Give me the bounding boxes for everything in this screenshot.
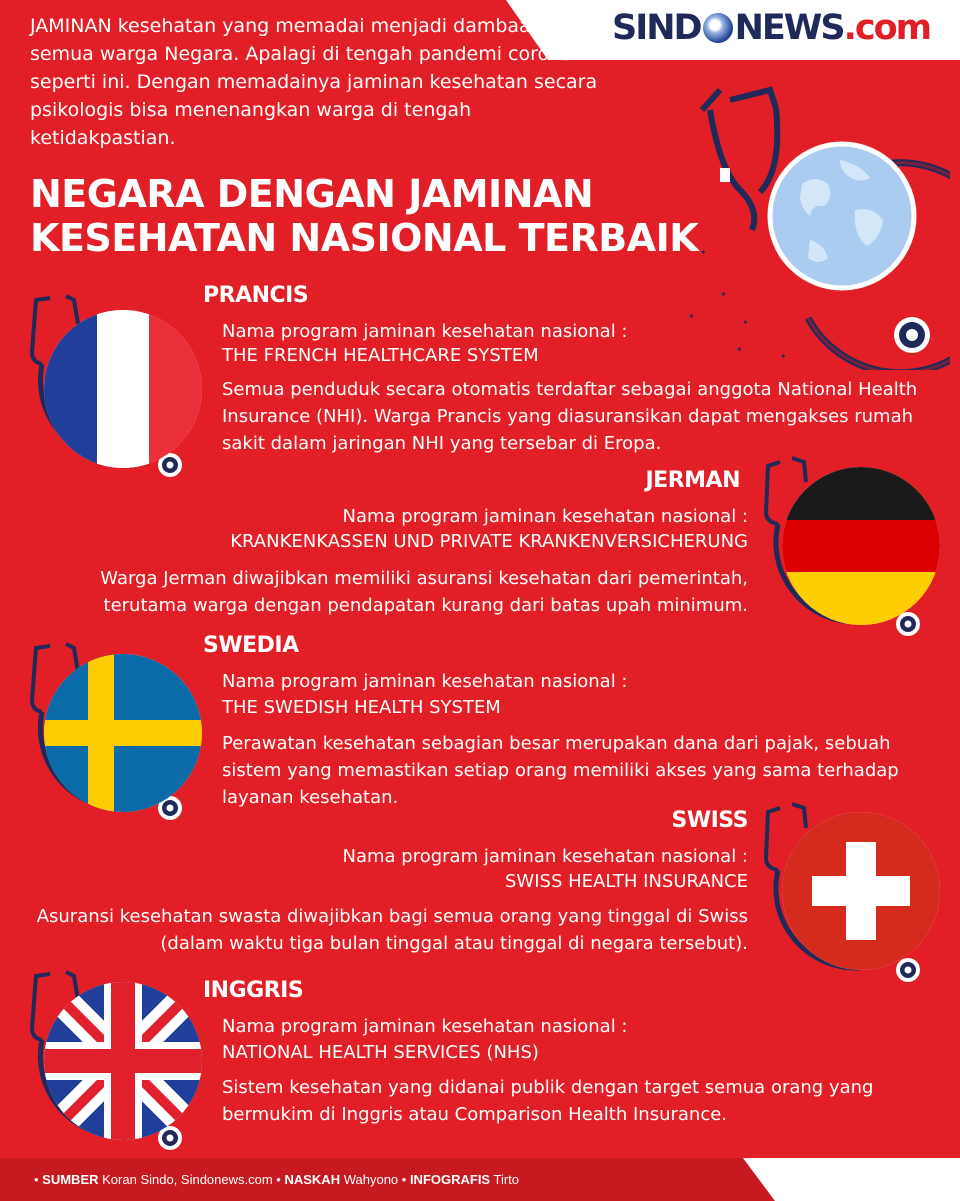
globe-icon [690,80,950,370]
program-name-jerman: KRANKENKASSEN UND PRIVATE KRANKENVERSICHERUNG [230,531,748,552]
credits-footer: • SUMBER Koran Sindo, Sindonews.com • NASKAH Wahyono • INFOGRAFIS Tirto [0,1158,960,1201]
description-jerman: Warga Jerman diwajibkan memiliki asuransi kesehatan dari pemerintah, terutama warga dengan pendapatan kurang dari batas upah minimum. [100,568,748,616]
switzerland-flag-icon [782,812,940,970]
main-title-line-1: NEGARA DENGAN JAMINAN [30,172,594,216]
program-name-swiss: SWISS HEALTH INSURANCE [505,871,748,892]
country-name-inggris: INGGRIS [203,978,304,1003]
globe-stethoscope-illustration [690,80,950,370]
program-name-inggris: NATIONAL HEALTH SERVICES (NHS) [222,1042,539,1063]
country-name-swiss: SWISS [671,808,748,833]
program-label: Nama program jaminan kesehatan nasional : [222,321,628,342]
description-swedia: Perawatan kesehatan sebagian besar merupakan dana dari pajak, sebuah sistem yang memastikan setiap orang memiliki akses yang sama terhadap layanan kesehatan. [222,733,899,808]
program-name-swedia: THE SWEDISH HEALTH SYSTEM [222,697,501,718]
brand-logo [612,8,930,48]
sparkle-icon: ✦ [780,352,787,361]
source-value: Koran Sindo, Sindonews.com [102,1172,273,1187]
brand-name-2: NEWS [734,8,844,48]
program-name-prancis: THE FRENCH HEALTHCARE SYSTEM [222,345,539,366]
country-name-swedia: SWEDIA [203,633,299,658]
source-label: SUMBER [42,1172,99,1187]
sparkle-icon: ✦ [688,312,695,321]
program-label: Nama program jaminan kesehatan nasional : [342,846,748,867]
sparkle-icon: ✦ [700,248,707,257]
germany-flag-icon [782,467,940,625]
footer-white-band [775,1158,960,1201]
program-label: Nama program jaminan kesehatan nasional : [222,671,628,692]
main-title-line-2: KESEHATAN NASIONAL TERBAIK [30,216,699,260]
sparkle-icon: ✦ [742,318,749,327]
main-title [30,172,710,260]
uk-flag-icon [44,982,202,1140]
sparkle-icon: ✦ [736,345,743,354]
description-swiss: Asuransi kesehatan swasta diwajibkan bagi semua orang yang tinggal di Swiss (dalam waktu tiga bulan tinggal atau tinggal di negara tersebut). [36,906,748,954]
program-label: Nama program jaminan kesehatan nasional : [342,506,748,527]
graphic-label: INFOGRAFIS [409,1172,491,1187]
intro-paragraph: JAMINAN kesehatan yang memadai menjadi dambaan semua warga Negara. Apalagi di tengah pandemi corona seperti ini. Dengan memadainya jaminan kesehatan secara psikologis bisa menenangkan warga di tengah ketidakpastian. [30,15,598,149]
description-inggris: Sistem kesehatan yang didanai publik dengan target semua orang yang bermukim di Inggris atau Comparison Health Insurance. [222,1077,874,1125]
description-prancis: Semua penduduk secara otomatis terdaftar sebagai anggota National Health Insurance (NHI). Warga Prancis yang diasuransikan dapat mengakses rumah sakit dalam jaringan NHI yang tersebar di Eropa. [222,379,918,454]
brand-globe-icon [703,13,733,43]
country-name-prancis: PRANCIS [203,283,309,308]
sparkle-icon: ✦ [720,290,727,299]
writer-label: NASKAH [284,1172,341,1187]
graphic-value: Tirto [493,1172,520,1187]
brand-name-1: SIND [612,8,701,48]
program-label: Nama program jaminan kesehatan nasional : [222,1016,628,1037]
sweden-flag-icon [44,654,202,812]
brand-domain: .com [843,8,931,48]
country-name-jerman: JERMAN [645,468,740,493]
france-flag-icon [44,310,202,468]
writer-value: Wahyono [343,1172,399,1187]
